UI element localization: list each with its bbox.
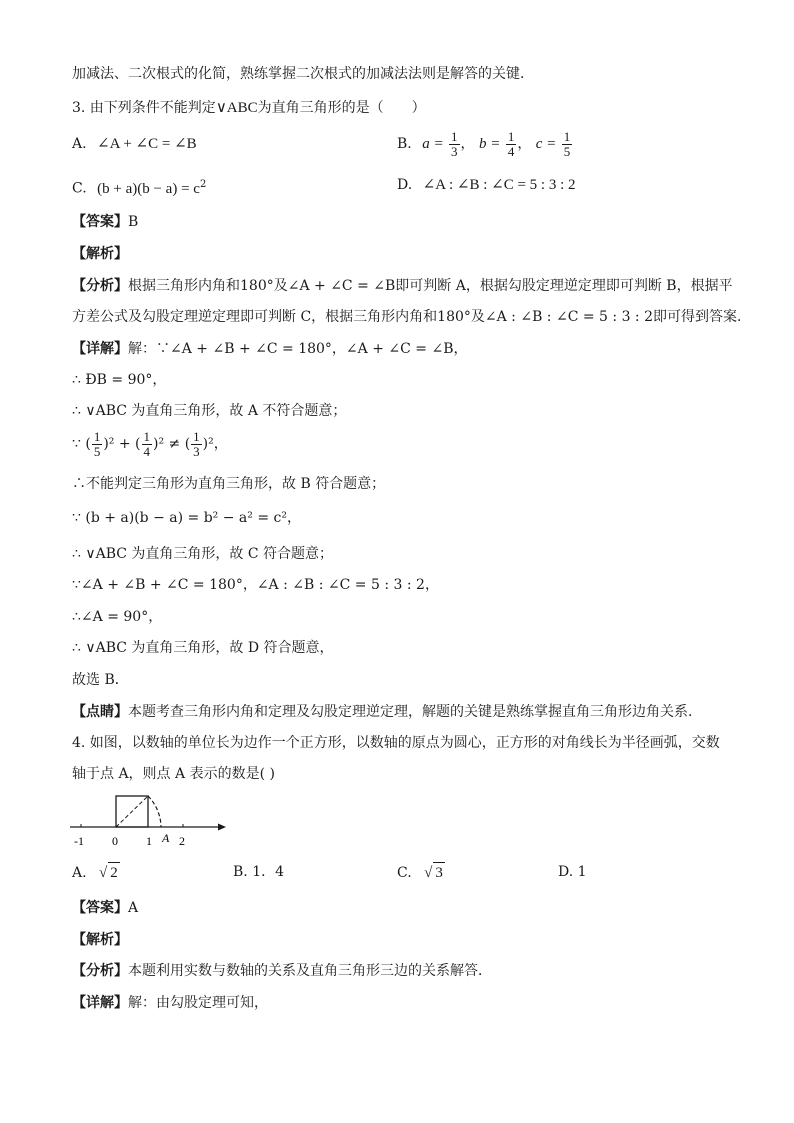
q4-option-a [72, 862, 120, 883]
q4-xiangjie [72, 993, 268, 1013]
q4-option-c [397, 862, 445, 883]
q3-step-2: ∴ ÐB = 90°， [72, 372, 167, 388]
q3-option-c-sup: 2 [199, 179, 207, 190]
q4-analysis-tag: 【解析】 [72, 932, 128, 948]
q3-answer-value: B [128, 214, 139, 230]
q3-step-4-mid1: )² + ( [103, 436, 141, 452]
q4-option-c-label: C. [397, 865, 412, 881]
q3-option-c-label: C. [72, 180, 87, 197]
q3-fenxi-text1: 根据三角形内角和180°及∠A + ∠C = ∠B即可判断 A，根据勾股定理逆定理即可判断 B，根据平 [128, 278, 733, 294]
q3-xiangjie-tag: 【详解】 [72, 341, 128, 357]
q3-step-4-mid2: )² ≠ ( [153, 436, 191, 452]
q4-fenxi-text: 本题利用实数与数轴的关系及直角三角形三边的关系解答． [128, 963, 492, 979]
q3-dianjing-text: 本题考查三角形内角和定理及勾股定理逆定理，解题的关键是熟练掌握直角三角形边角关系． [128, 704, 702, 720]
q3-step-4-end: )²， [202, 436, 228, 452]
q3-dianjing [72, 702, 702, 722]
q3-step-4 [72, 426, 228, 462]
q3-option-b-a: a = [422, 136, 444, 152]
number-line-arrow [218, 824, 226, 831]
q4-option-a-sqrt: √ 2 [99, 862, 120, 883]
q4-stem-line1: 4. 如图，以数轴的单位长为边作一个正方形，以数轴的原点为圆心，正方形的对角线长为半径画弧，交数 [72, 735, 720, 751]
q4-option-c-sqrt: √ 3 [424, 862, 445, 883]
q4-option-d: D. 1 [558, 864, 587, 880]
q3-dianjing-tag: 【点睛】 [72, 704, 128, 720]
q3-step-6: ∵ (b + a)(b − a) = b² − a² = c²， [72, 510, 301, 526]
q4-xiangjie-tag: 【详解】 [72, 995, 128, 1011]
q3-stem-triangle: ∨ABC [215, 100, 258, 116]
q3-step-3: ∴ ∨ABC 为直角三角形，故 A 不符合题意； [72, 403, 347, 419]
q3-stem [72, 98, 426, 118]
q3-step-8: ∵∠A + ∠B + ∠C = 180°，∠A : ∠B : ∠C = 5 : 3 : 2， [72, 577, 439, 593]
intro-text: 加减法、二次根式的化简，熟练掌握二次根式的加减法法则是解答的关键． [72, 66, 534, 82]
q3-option-b-label: B. [397, 136, 412, 152]
q3-option-a-label: A. [72, 136, 87, 152]
q3-detail-line1 [72, 339, 467, 359]
q3-option-a [72, 134, 197, 154]
q3-step-5: ∴不能判定三角形为直角三角形，故 B 符合题意； [72, 476, 386, 492]
q3-step-4-frac5: $\frac{1}{5}$ [93, 428, 101, 459]
q3-step-9: ∴∠A = 90°， [72, 609, 163, 625]
q3-stem-prefix: 3. 由下列条件不能判定 [72, 100, 216, 116]
q3-step-1: 解：∵∠A + ∠B + ∠C = 180°，∠A + ∠C = ∠B， [128, 341, 468, 357]
q3-option-a-expr: ∠A + ∠C = ∠B [97, 136, 197, 152]
q3-analysis-tag: 【解析】 [72, 246, 128, 262]
q4-answer-value: A [128, 900, 139, 916]
q3-step-4-frac3: $\frac{1}{3}$ [193, 428, 200, 459]
q3-fenxi-line2: 方差公式及勾股定理逆定理即可判断 C，根据三角形内角和180°及∠A : ∠B : ∠C = 5 : 3 : 2即可得到答案． [72, 309, 752, 325]
q3-frac-one-third: $\frac{1}{3}$ [451, 128, 458, 159]
q3-frac-one-fourth: $\frac{1}{4}$ [507, 128, 515, 159]
q4-fenxi [72, 961, 492, 981]
q3-frac-one-fifth: $\frac{1}{5}$ [563, 128, 571, 159]
q4-option-a-label: A. [72, 865, 87, 881]
q3-step-7: ∴ ∨ABC 为直角三角形，故 C 符合题意； [72, 546, 334, 562]
q3-option-c [72, 175, 206, 199]
number-line-figure [66, 790, 236, 852]
tick-label: 0 [112, 834, 118, 848]
q3-answer-tag: 【答案】 [72, 214, 128, 230]
q3-fenxi-line1 [72, 276, 733, 296]
q3-step-4-start: ∵ ( [72, 436, 91, 452]
radius-arc [148, 796, 161, 827]
q4-option-b: B. 1．4 [233, 864, 285, 880]
q3-sep: ， [460, 136, 475, 152]
q3-option-b-b: b = [478, 136, 501, 152]
tick-label: 2 [179, 834, 185, 848]
q3-step-4-frac4: $\frac{1}{4}$ [143, 428, 150, 459]
q4-answer-tag: 【答案】 [72, 900, 128, 916]
square-diagonal [116, 796, 148, 827]
q3-fenxi-tag: 【分析】 [72, 278, 128, 294]
q3-sep: ， [517, 136, 532, 152]
q3-option-d [397, 175, 576, 195]
tick-label: 1 [146, 834, 152, 848]
q4-xiangjie-text: 解：由勾股定理可知， [128, 995, 268, 1011]
q3-option-b-c: c = [535, 136, 557, 152]
q3-option-c-expr: (b + a)(b − a) = c [97, 180, 200, 197]
q4-answer [72, 898, 138, 918]
point-a-label: A [162, 831, 170, 845]
q3-option-d-label: D. [397, 177, 413, 193]
q3-answer [72, 212, 138, 232]
q3-step-10: ∴ ∨ABC 为直角三角形，故 D 符合题意， [72, 640, 334, 656]
q3-stem-suffix: 为直角三角形的是（ ） [257, 100, 426, 116]
q4-fenxi-tag: 【分析】 [72, 963, 128, 979]
q3-step-11: 故选 B． [72, 672, 129, 688]
q3-option-b [397, 124, 573, 164]
q3-option-d-expr: ∠A : ∠B : ∠C = 5 : 3 : 2 [422, 177, 576, 193]
tick-label: -1 [74, 834, 84, 848]
q4-stem-line2: 轴于点 A，则点 A 表示的数是( ) [72, 766, 275, 782]
